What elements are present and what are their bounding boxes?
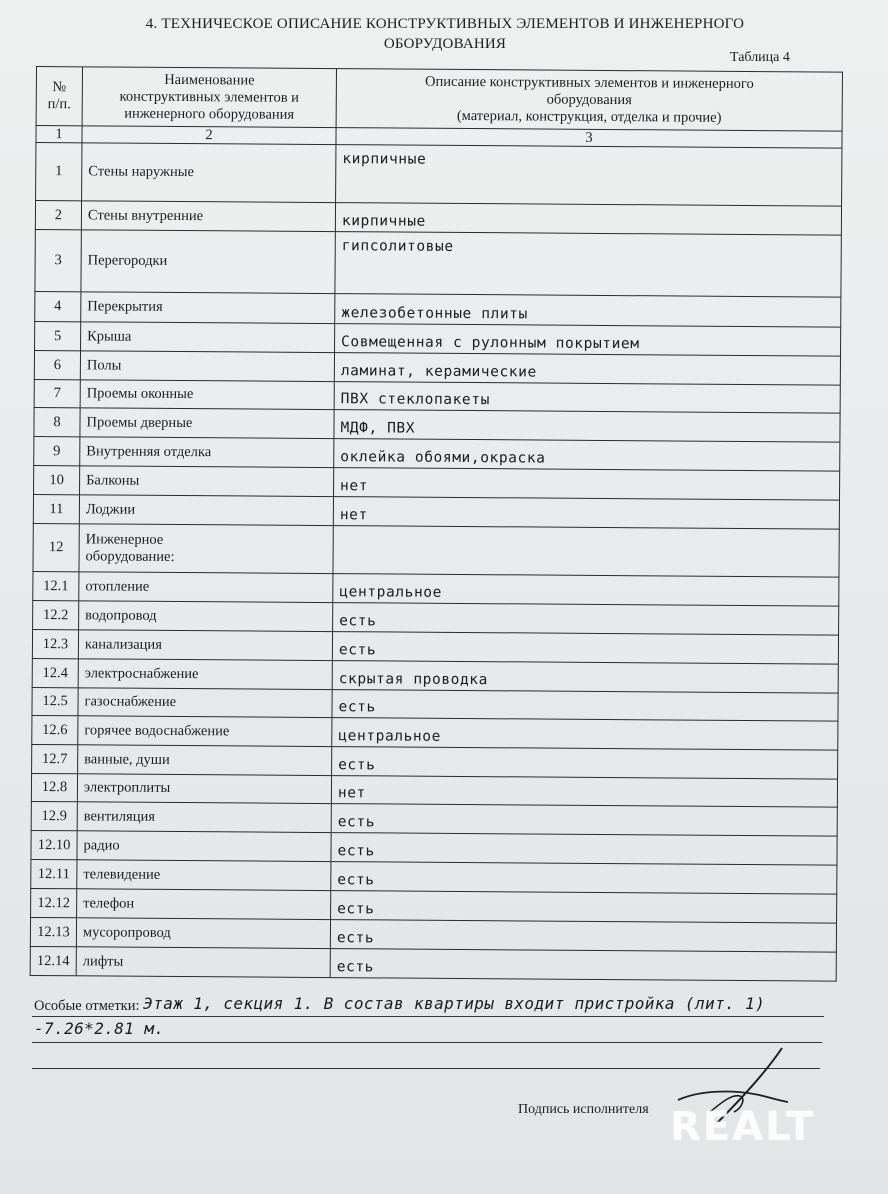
special-notes-label: Особые отметки:: [34, 998, 140, 1014]
row-name: Крыша: [81, 322, 335, 353]
row-number: 12.11: [31, 859, 77, 888]
row-name: канализация: [78, 630, 332, 661]
row-number: 5: [35, 321, 81, 350]
row-value: есть: [331, 891, 837, 924]
header-name-line: инженерного оборудования: [124, 105, 295, 123]
row-name: ванные, души: [78, 745, 332, 776]
row-name-line: оборудование:: [85, 547, 175, 565]
header-name-line: конструктивных элементов и: [119, 88, 300, 106]
row-value: кирпичные: [335, 203, 841, 236]
row-number: 12.5: [32, 687, 78, 715]
row-number: 12.14: [30, 946, 76, 975]
row-name: газоснабжение: [78, 688, 332, 718]
row-number: 3: [35, 229, 81, 291]
row-number: 1: [36, 143, 82, 201]
row-value: есть: [331, 804, 837, 837]
row-number: 9: [34, 436, 80, 465]
table-row: [36, 143, 842, 207]
row-value: нет: [333, 497, 839, 530]
notes-underline: [32, 1016, 824, 1017]
title-line-1: 4. ТЕХНИЧЕСКОЕ ОПИСАНИЕ КОНСТРУКТИВНЫХ ЭЛЕМЕНТОВ И ИНЖЕНЕРНОГО: [145, 16, 745, 32]
row-name: Балконы: [80, 466, 334, 497]
row-number: 8: [34, 407, 80, 436]
row-value: кирпичные: [336, 145, 842, 207]
realt-watermark: REALT: [670, 1104, 816, 1150]
row-value: есть: [333, 603, 839, 636]
row-name: телефон: [77, 889, 331, 920]
row-name: вентиляция: [77, 802, 331, 833]
row-name: Перегородки: [81, 230, 335, 294]
row-number: 2: [35, 201, 81, 230]
row-number: 4: [35, 291, 81, 321]
row-value: есть: [332, 690, 838, 722]
row-number: 7: [34, 379, 80, 407]
row-name: мусоропровод: [76, 918, 330, 949]
row-value: есть: [332, 747, 838, 780]
special-notes-text-2: -7.26*2.81 м.: [34, 1019, 165, 1038]
row-value: ламинат, керамические: [334, 353, 840, 386]
header-desc-line: (материал, конструкция, отделка и прочие): [456, 107, 722, 126]
row-value: Совмещенная с рулонным покрытием: [335, 324, 841, 357]
row-value: железобетонные плиты: [335, 294, 841, 328]
row-number: 6: [34, 350, 80, 379]
header-num-cell: [36, 67, 82, 126]
row-number: 12.8: [31, 773, 77, 801]
column-number: 3: [336, 128, 842, 149]
row-number: 12.1: [33, 571, 79, 600]
row-value: [333, 526, 839, 578]
row-number: 12.9: [31, 801, 77, 830]
row-value: оклейка обоями,окраска: [334, 439, 840, 472]
title-line-2: ОБОРУДОВАНИЯ: [383, 36, 507, 52]
row-name: [79, 524, 333, 574]
row-value: центральное: [332, 718, 838, 751]
row-name: Перекрытия: [81, 292, 335, 324]
row-value: есть: [332, 632, 838, 665]
row-name: горячее водоснабжение: [78, 716, 332, 747]
row-number: 10: [34, 465, 80, 494]
row-name: Внутренняя отделка: [80, 437, 334, 468]
special-notes-text-1: Этаж 1, секция 1. В состав квартиры входит пристройка (лит. 1): [143, 994, 766, 1013]
row-number: 12.2: [33, 600, 79, 629]
row-value: есть: [330, 920, 836, 953]
row-number: 12.13: [30, 917, 76, 946]
specification-table: [30, 66, 843, 982]
row-value: гипсолитовые: [335, 232, 841, 298]
table-row: [33, 523, 839, 577]
document-title: [60, 14, 830, 54]
header-desc-line: Описание конструктивных элементов и инженерного: [424, 73, 754, 92]
header-num-line: п/п.: [47, 96, 71, 113]
row-number: 11: [33, 494, 79, 523]
row-name: Стены внутренние: [81, 201, 335, 232]
row-number: 12.3: [32, 629, 78, 658]
table-row: [30, 946, 836, 981]
row-name: электроплиты: [77, 774, 331, 804]
header-desc-cell: [336, 69, 842, 132]
row-value: нет: [334, 468, 840, 501]
table-number-label: Таблица 4: [730, 50, 790, 65]
row-number: 12.6: [32, 715, 78, 744]
row-value: МДФ, ПВХ: [334, 410, 840, 443]
table-header-row: [36, 67, 842, 132]
row-name: лифты: [76, 947, 330, 978]
row-number: 12: [33, 523, 79, 571]
row-name: Полы: [80, 351, 334, 382]
row-name: телевидение: [77, 860, 331, 891]
row-number: 12.7: [32, 744, 78, 773]
row-value: ПВХ стеклопакеты: [334, 382, 840, 414]
row-value: нет: [331, 776, 837, 808]
row-name: Проемы дверные: [80, 408, 334, 439]
row-name-line: Инженерное: [85, 530, 164, 548]
signature-caption: Подпись исполнителя: [518, 1102, 649, 1117]
row-name: Стены наружные: [82, 143, 336, 203]
row-name: электроснабжение: [78, 659, 332, 690]
row-value: центральное: [333, 574, 839, 607]
header-num-line: №: [52, 79, 67, 96]
header-desc-line: оборудования: [546, 91, 632, 108]
row-name: водопровод: [79, 601, 333, 632]
row-value: есть: [331, 862, 837, 895]
column-number: 2: [82, 126, 336, 145]
row-name: радио: [77, 831, 331, 862]
row-name: Лоджии: [79, 495, 333, 526]
header-name-line: Наименование: [164, 71, 255, 89]
column-number: 1: [36, 126, 82, 143]
row-value: есть: [331, 833, 837, 866]
table-row: [35, 229, 841, 297]
row-number: 12.10: [31, 830, 77, 859]
row-name: Проемы оконные: [80, 380, 334, 410]
row-value: есть: [330, 949, 836, 982]
row-value: скрытая проводка: [332, 661, 838, 694]
row-name: отопление: [79, 572, 333, 603]
header-name-cell: [82, 67, 336, 128]
row-number: 12.4: [32, 658, 78, 687]
row-number: 12.12: [31, 888, 77, 917]
